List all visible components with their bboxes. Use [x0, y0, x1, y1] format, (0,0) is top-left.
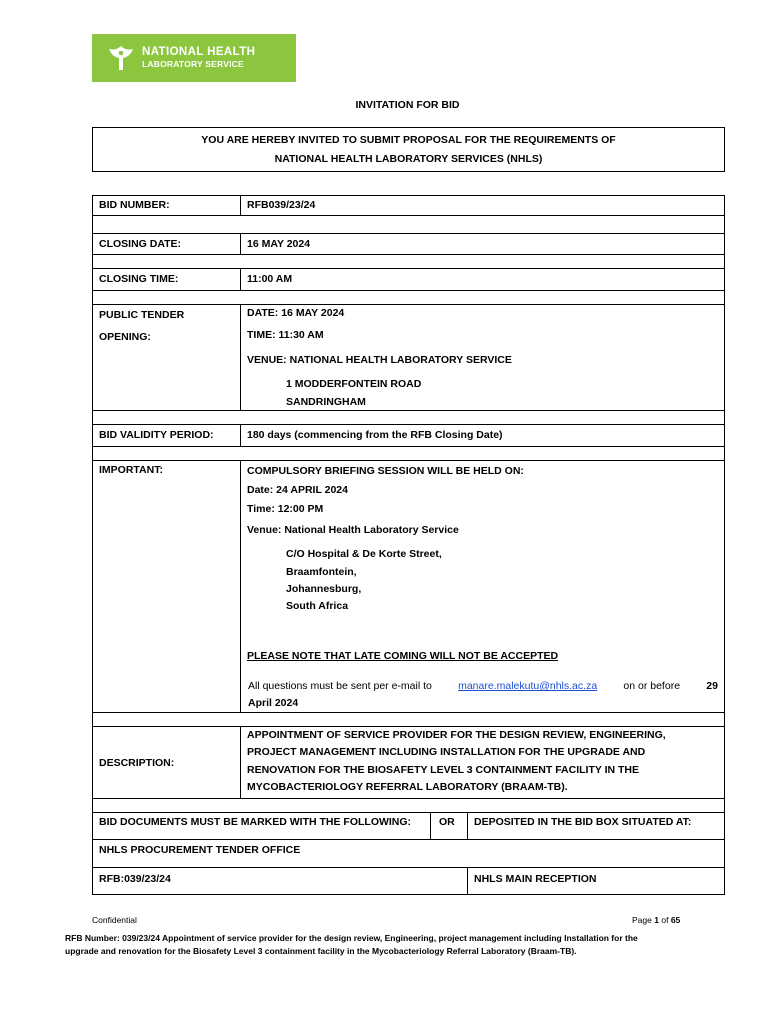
questions-line: [248, 680, 718, 692]
validity-value: 180 days (commencing from the RFB Closing Date): [247, 429, 503, 441]
briefing-address-3: Johannesburg,: [286, 583, 362, 595]
validity-label: BID VALIDITY PERIOD:: [99, 429, 214, 441]
logo-line-1: NATIONAL HEALTH: [142, 46, 256, 58]
public-tender-label-2: OPENING:: [99, 331, 151, 343]
description-label: DESCRIPTION:: [99, 757, 175, 769]
description-line-4: MYCOBACTERIOLOGY REFERRAL LABORATORY (BRAAM-TB).: [247, 781, 568, 793]
briefing-time: Time: 12:00 PM: [247, 503, 324, 515]
or-label: OR: [439, 816, 455, 828]
page-current: 1: [654, 915, 659, 925]
deadline-day: 29: [706, 680, 718, 692]
marking-instruction: BID DOCUMENTS MUST BE MARKED WITH THE FOLLOWING:: [99, 816, 412, 828]
main-reception: NHLS MAIN RECEPTION: [474, 873, 597, 885]
footer-reference-line-1: RFB Number: 039/23/24 Appointment of service provider for the design review, Engineering, project management including Installation for the: [65, 933, 638, 943]
description-line-2: PROJECT MANAGEMENT INCLUDING INSTALLATION FOR THE UPGRADE AND: [247, 746, 646, 758]
opening-address-2: SANDRINGHAM: [286, 396, 366, 408]
public-tender-label-1: PUBLIC TENDER: [99, 309, 185, 321]
contact-email-link[interactable]: manare.malekutu@nhls.ac.za: [458, 680, 598, 692]
briefing-address-2: Braamfontein,: [286, 566, 357, 578]
late-coming-note: PLEASE NOTE THAT LATE COMING WILL NOT BE ACCEPTED: [247, 650, 559, 662]
closing-date-value: 16 MAY 2024: [247, 238, 311, 250]
bid-number-label: BID NUMBER:: [99, 199, 170, 211]
page-of: of: [661, 915, 669, 925]
briefing-date: Date: 24 APRIL 2024: [247, 484, 348, 496]
confidential-label: Confidential: [92, 915, 137, 925]
page-prefix: Page: [632, 915, 652, 925]
invitation-line-2: NATIONAL HEALTH LABORATORY SERVICES (NHLS): [274, 153, 543, 165]
deadline-month: April 2024: [248, 697, 299, 709]
rfb-reference: RFB:039/23/24: [99, 873, 171, 885]
footer-reference-line-2: upgrade and renovation for the Biosafety Level 3 containment facility in the Mycobacteriology Referral Laboratory (Braam-TB).: [65, 946, 577, 956]
opening-address-1: 1 MODDERFONTEIN ROAD: [286, 378, 422, 390]
bid-number-value: RFB039/23/24: [247, 199, 316, 211]
briefing-address-4: South Africa: [286, 600, 349, 612]
questions-before: on or before: [623, 680, 681, 692]
closing-time-label: CLOSING TIME:: [99, 273, 179, 285]
opening-venue: VENUE: NATIONAL HEALTH LABORATORY SERVICE: [247, 354, 512, 366]
opening-time: TIME: 11:30 AM: [247, 329, 324, 341]
invitation-line-1: YOU ARE HEREBY INVITED TO SUBMIT PROPOSAL FOR THE REQUIREMENTS OF: [201, 134, 616, 146]
logo-line-2: LABORATORY SERVICE: [142, 59, 244, 69]
page-total: 65: [670, 915, 681, 925]
procurement-office: NHLS PROCUREMENT TENDER OFFICE: [99, 844, 301, 856]
description-line-1: APPOINTMENT OF SERVICE PROVIDER FOR THE DESIGN REVIEW, ENGINEERING,: [247, 729, 666, 741]
description-line-3: RENOVATION FOR THE BIOSAFETY LEVEL 3 CONTAINMENT FACILITY IN THE: [247, 764, 640, 776]
important-label: IMPORTANT:: [99, 464, 163, 476]
briefing-venue: Venue: National Health Laboratory Service: [247, 524, 459, 536]
bid-box-instruction: DEPOSITED IN THE BID BOX SITUATED AT:: [474, 816, 692, 828]
opening-date: DATE: 16 MAY 2024: [247, 307, 345, 319]
nhls-emblem-icon: [106, 44, 136, 72]
page-title: INVITATION FOR BID: [355, 99, 460, 111]
page-number: [632, 915, 680, 925]
closing-time-value: 11:00 AM: [247, 273, 293, 285]
questions-text: All questions must be sent per e-mail to: [248, 680, 432, 692]
nhls-logo: [92, 34, 296, 82]
briefing-address-1: C/O Hospital & De Korte Street,: [286, 548, 442, 560]
closing-date-label: CLOSING DATE:: [99, 238, 182, 250]
briefing-heading: COMPULSORY BRIEFING SESSION WILL BE HELD ON:: [247, 465, 524, 477]
